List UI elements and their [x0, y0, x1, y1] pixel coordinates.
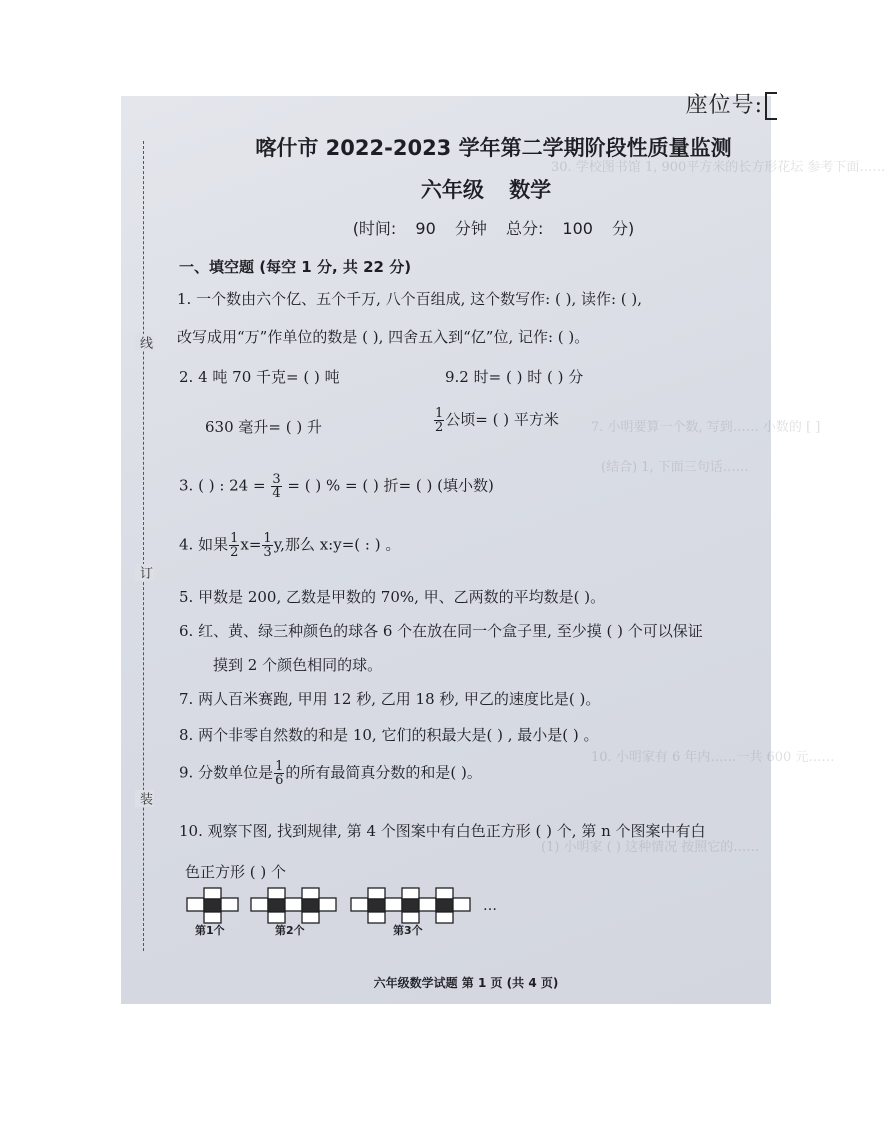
exam-subject: 六年级 数学: [420, 178, 552, 202]
binding-dashed-line: [143, 141, 144, 951]
section-heading: 一、填空题 (每空 1 分, 共 22 分): [179, 258, 412, 276]
exam-title: 喀什市 2022-2023 学年第二学期阶段性质量监测: [255, 136, 732, 160]
pattern-figure: [185, 886, 525, 934]
question-10-line-2: 色正方形 ( ) 个: [185, 863, 287, 881]
fraction: $\frac{1}{2}$: [435, 406, 444, 435]
pattern-label-1: 第1个: [195, 924, 225, 937]
exam-photo: [121, 93, 885, 1004]
question-2-line-2-right: $\frac{1}{2}$ 公顷= ( ) 平方米: [435, 406, 559, 435]
question-7: 7. 两人百米赛跑, 甲用 12 秒, 乙用 18 秒, 甲乙的速度比是( )。: [179, 690, 601, 708]
fraction: $\frac{1}{2}$: [230, 531, 239, 560]
page-footer: 六年级数学试题 第 1 页 (共 4 页): [373, 976, 559, 990]
question-1-line-1: 1. 一个数由六个亿、五个千万, 八个百组成, 这个数写作: ( ), 读作: ( ),: [177, 290, 643, 308]
binding-label-bind: 装: [137, 792, 152, 805]
question-3: 3. ( ) : 24 = $\frac{3}{4}$ = ( ) % = ( ) 折= ( ) (填小数): [179, 472, 494, 501]
pattern-2: [251, 888, 336, 923]
question-5: 5. 甲数是 200, 乙数是甲数的 70%, 甲、乙两数的平均数是( )。: [179, 588, 606, 606]
fraction: $\frac{1}{6}$: [275, 759, 284, 788]
binding-label-order: 订: [137, 566, 152, 579]
bleed-through-text: 7. 小明要算一个数, 写到…… 小数的 [ ]: [591, 420, 821, 435]
fraction: $\frac{3}{4}$: [272, 472, 281, 501]
bleed-through-text: (1) 小明家 ( ) 这种情况 按照它的……: [541, 840, 760, 855]
pattern-label-2: 第2个: [275, 924, 305, 937]
bleed-through-text: 30. 学校图书馆 1, 900平方米的长方形花坛 参考下面……: [551, 160, 885, 175]
pattern-1: [187, 888, 238, 923]
question-9: 9. 分数单位是 $\frac{1}{6}$ 的所有最简真分数的和是( )。: [179, 759, 482, 788]
question-2-line-1-left: 2. 4 吨 70 千克= ( ) 吨: [179, 368, 340, 386]
bleed-through-text: (结合) 1, 下面三句话……: [601, 460, 749, 475]
seat-number-label: 座位号:: [686, 88, 777, 120]
question-2-line-2-left: 630 毫升= ( ) 升: [205, 418, 322, 436]
fraction: $\frac{1}{3}$: [263, 531, 272, 560]
question-8: 8. 两个非零自然数的和是 10, 它们的积最大是( ) , 最小是( ) 。: [179, 726, 599, 744]
question-6-line-2: 摸到 2 个颜色相同的球。: [213, 656, 383, 674]
question-4: 4. 如果 $\frac{1}{2}$ x= $\frac{1}{3}$ y,那么 x:y=( : ) 。: [179, 531, 401, 560]
question-10-line-1: 10. 观察下图, 找到规律, 第 4 个图案中有白色正方形 ( ) 个, 第 n 个图案中有白: [179, 822, 706, 840]
question-6-line-1: 6. 红、黄、绿三种颜色的球各 6 个在放在同一个盒子里, 至少摸 ( ) 个可以保证: [179, 622, 703, 640]
exam-info: (时间: 90 分钟 总分: 100 分): [352, 219, 635, 238]
question-2-line-1-right: 9.2 时= ( ) 时 ( ) 分: [445, 368, 584, 386]
pattern-3: [351, 888, 470, 923]
pattern-label-3: 第3个: [393, 924, 423, 937]
binding-label-line: 线: [137, 336, 152, 349]
bleed-through-text: 10. 小明家有 6 年内……一共 600 元……: [591, 750, 835, 765]
question-1-line-2: 改写成用“万”作单位的数是 ( ), 四舍五入到“亿”位, 记作: ( )。: [177, 328, 590, 346]
pattern-ellipsis: …: [483, 898, 497, 914]
